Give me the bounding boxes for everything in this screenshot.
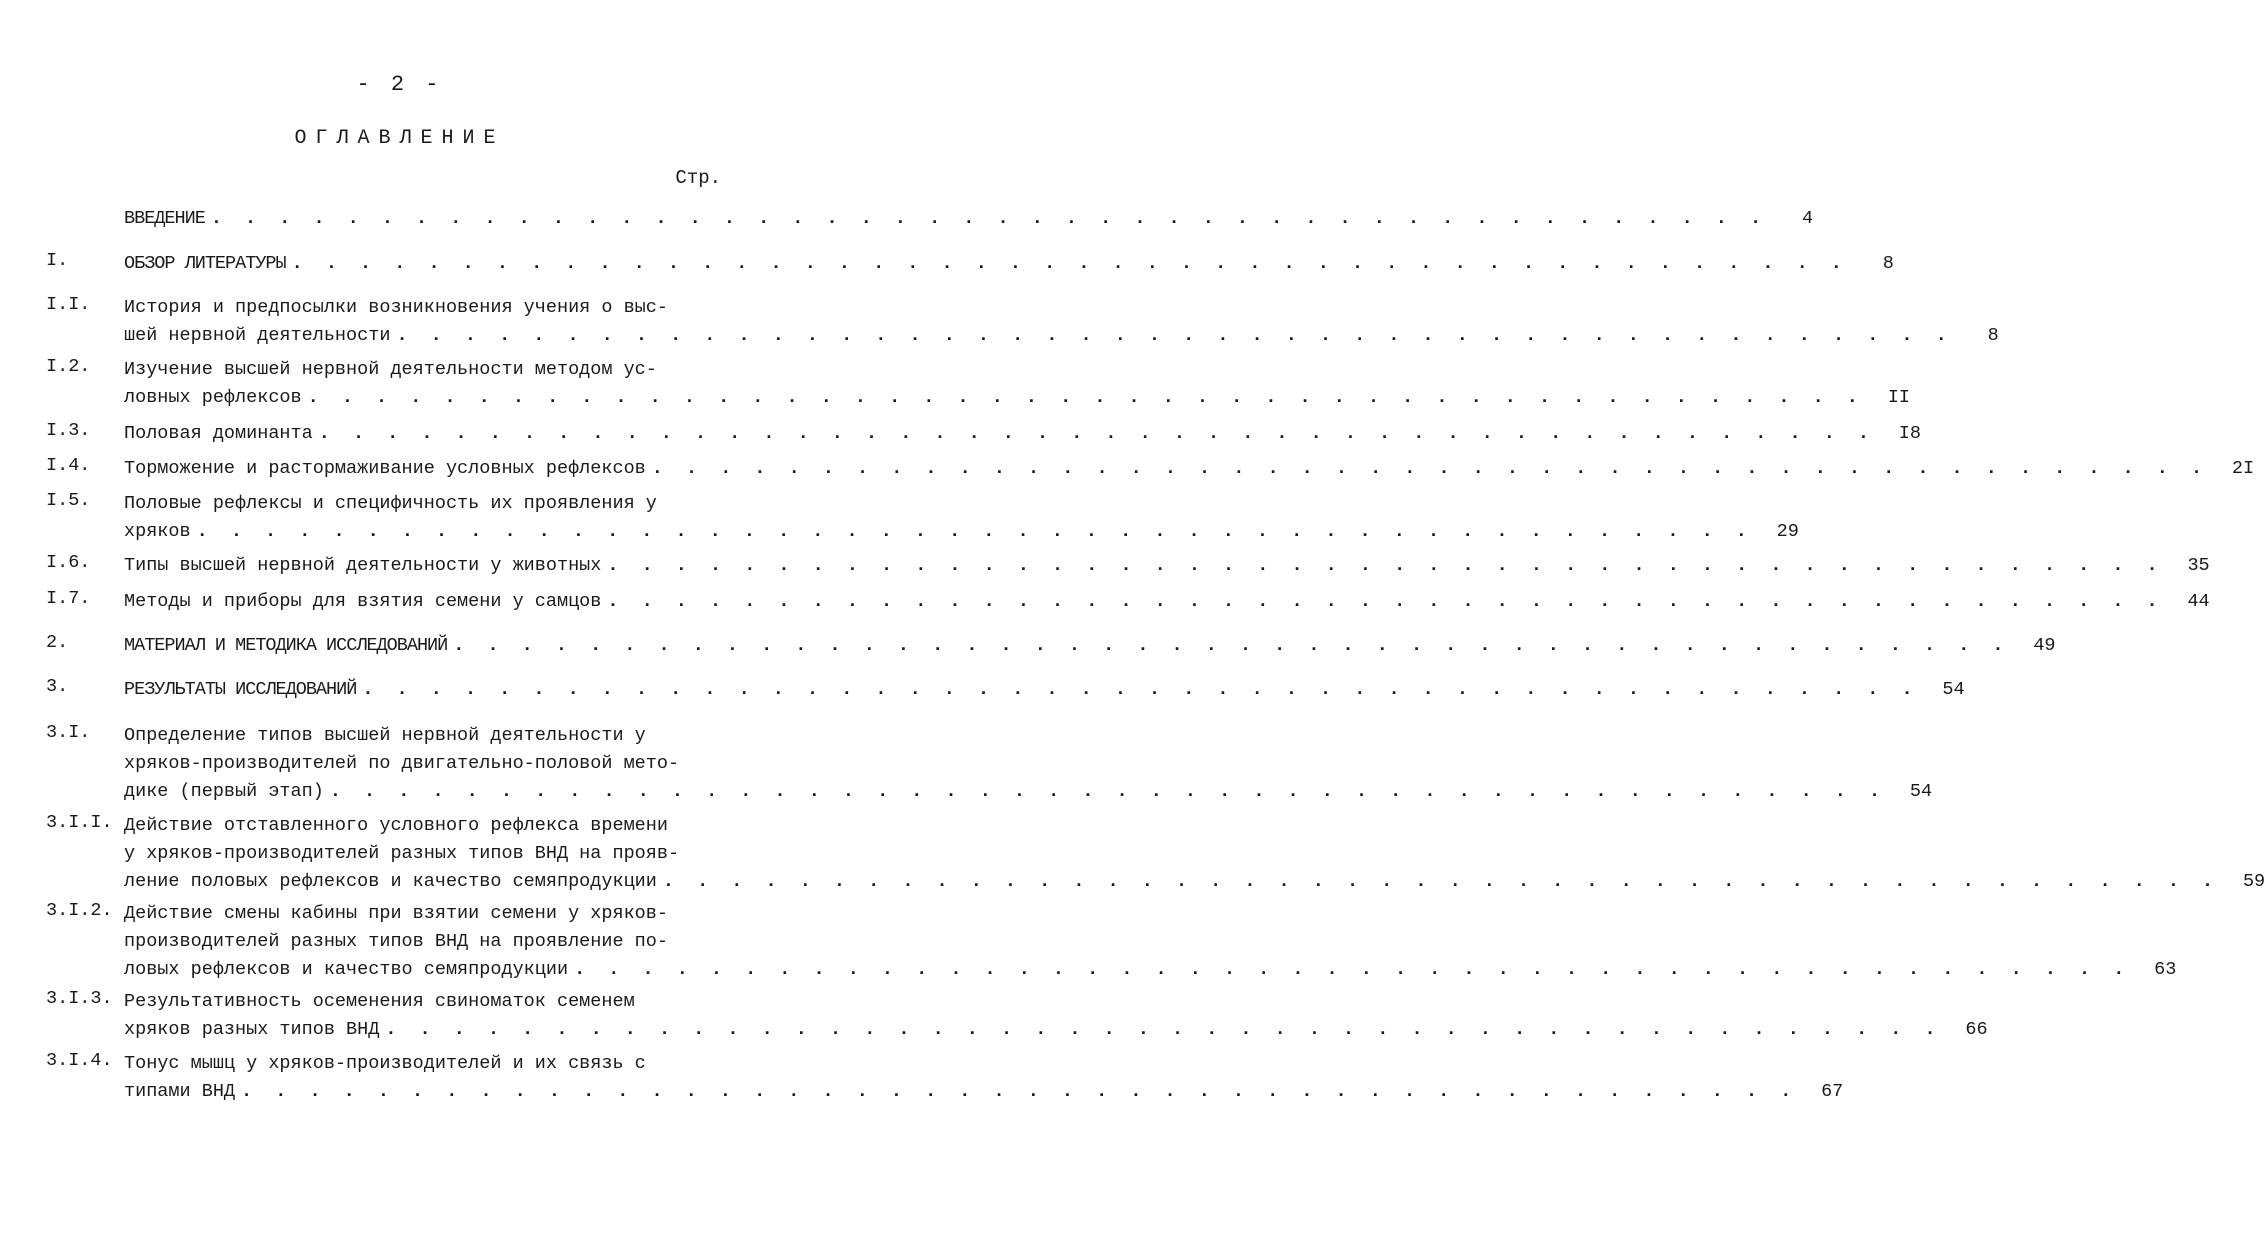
- toc-entry-text: Действие отставленного условного рефлекса времени: [124, 815, 668, 836]
- toc-entry-text: у хряков-производителей разных типов ВНД на прояв-: [124, 843, 680, 864]
- toc-entry-text: Торможение и растормаживание условных рефлексов: [124, 458, 646, 479]
- dot-leader: . . . . . . . . . . . . . . . . . . . . . . . . . . . . . . . . . . . . . . . . . . . . . .: [453, 635, 2010, 656]
- toc-entry-text: Половые рефлексы и специфичность их проявления у: [124, 493, 657, 514]
- toc-entry-text: типами ВНД: [124, 1081, 236, 1102]
- page-column-header: Стр.: [675, 167, 721, 189]
- toc-entry-number: I.I.: [46, 294, 91, 315]
- toc-entry-text: Результативность осеменения свиноматок семенем: [124, 991, 635, 1012]
- toc-entry-page: 4: [1801, 208, 1814, 229]
- toc-entry-text: ловных рефлексов: [124, 387, 302, 408]
- toc-entry-text: РЕЗУЛЬТАТЫ ИССЛЕДОВАНИЙ: [124, 679, 357, 700]
- toc-entry-number: I.: [46, 250, 69, 271]
- dot-leader: . . . . . . . . . . . . . . . . . . . . . . . . . . . . . . . . . . . . . . . . . . . . . .: [241, 1081, 1798, 1102]
- dot-leader: . . . . . . . . . . . . . . . . . . . . . . . . . . . . . . . . . . . . . . . . . . . . . .: [607, 555, 2164, 576]
- dot-leader: . . . . . . . . . . . . . . . . . . . . . . . . . . . . . . . . . . . . . . . . . . . . . .: [385, 1019, 1942, 1040]
- toc-entry-text: хряков-производителей по двигательно-половой мето-: [124, 753, 680, 774]
- dot-leader: . . . . . . . . . . . . . . . . . . . . . . . . . . . . . . . . . . . . . . . . . . . . . .: [574, 959, 2131, 980]
- toc-entry-text: Половая доминанта: [124, 423, 313, 444]
- toc-entry-text: ление половых рефлексов и качество семяпродукции: [124, 871, 657, 892]
- toc-entry-page: 35: [2187, 555, 2210, 576]
- toc-entry-number: 3.I.4.: [46, 1050, 113, 1071]
- toc-entry-text: История и предпосылки возникновения учения о выс-: [124, 297, 668, 318]
- dot-leader: . . . . . . . . . . . . . . . . . . . . . . . . . . . . . . . . . . . . . . . . . . . . . .: [651, 458, 2209, 479]
- toc-entry-text: МАТЕРИАЛ И МЕТОДИКА ИССЛЕДОВАНИЙ: [124, 635, 448, 656]
- toc-entry-text: Методы и приборы для взятия семени у самцов: [124, 591, 602, 612]
- toc-entry-page: 44: [2187, 591, 2210, 612]
- toc-entry-page: 67: [1821, 1081, 1844, 1102]
- toc-entry-text: ОБЗОР ЛИТЕРАТУРЫ: [124, 253, 286, 274]
- dot-leader: . . . . . . . . . . . . . . . . . . . . . . . . . . . . . . . . . . . . . . . . . . . . . .: [210, 208, 1768, 229]
- toc-entry-number: 3.I.: [46, 722, 91, 743]
- dot-leader: . . . . . . . . . . . . . . . . . . . . . . . . . . . . . . . . . . . . . . . . . . . . . .: [396, 325, 1953, 346]
- toc-entry-text: Типы высшей нервной деятельности у животных: [124, 555, 602, 576]
- toc-entry-number: I.6.: [46, 552, 91, 573]
- toc-entry-text: Действие смены кабины при взятии семени у хряков-: [124, 903, 668, 924]
- toc-entry-text: хряков: [124, 521, 191, 542]
- toc-entry-page: 54: [1909, 781, 1933, 802]
- dot-leader: . . . . . . . . . . . . . . . . . . . . . . . . . . . . . . . . . . . . . . . . . . . . . .: [607, 591, 2164, 612]
- toc-entry-page: 8: [1882, 253, 1894, 274]
- dot-leader: . . . . . . . . . . . . . . . . . . . . . . . . . . . . . . . . . . . . . . . . . . . . . .: [196, 521, 1753, 542]
- toc-entry-page: I8: [1898, 423, 1921, 444]
- toc-entry-text: ВВЕДЕНИЕ: [124, 208, 205, 229]
- dot-leader: . . . . . . . . . . . . . . . . . . . . . . . . . . . . . . . . . . . . . . . . . . . . . .: [318, 423, 1875, 444]
- toc-entry-page: 63: [2154, 959, 2177, 980]
- toc-entry-text: шей нервной деятельности: [124, 325, 391, 346]
- toc-title: ОГЛАВЛЕНИЕ: [294, 127, 505, 150]
- toc-entry-page: 54: [1942, 679, 1965, 700]
- toc-entry-number: I.3.: [46, 420, 91, 441]
- toc-entry-number: I.7.: [46, 588, 91, 609]
- toc-entry-text: дике (первый этап): [124, 781, 324, 802]
- toc-entry-number: 3.: [46, 676, 69, 697]
- toc-entry-page: 29: [1776, 521, 1799, 542]
- toc-entry-number: 2.: [46, 632, 69, 653]
- toc-entry-page: 59: [2242, 871, 2265, 892]
- dot-leader: . . . . . . . . . . . . . . . . . . . . . . . . . . . . . . . . . . . . . . . . . . . . . .: [307, 387, 1864, 408]
- dot-leader: . . . . . . . . . . . . . . . . . . . . . . . . . . . . . . . . . . . . . . . . . . . . . .: [662, 871, 2220, 892]
- dot-leader: . . . . . . . . . . . . . . . . . . . . . . . . . . . . . . . . . . . . . . . . . . . . . .: [362, 679, 1919, 700]
- toc-entry-number: I.5.: [46, 490, 91, 511]
- dot-leader: . . . . . . . . . . . . . . . . . . . . . . . . . . . . . . . . . . . . . . . . . . . . . .: [329, 781, 1887, 802]
- toc-entry-number: 3.I.I.: [46, 812, 113, 833]
- toc-entry-number: 3.I.3.: [46, 988, 113, 1009]
- toc-entry-text: производителей разных типов ВНД на проявление по-: [124, 931, 668, 952]
- toc-entry-page: II: [1887, 387, 1910, 408]
- toc-entry-page: 8: [1987, 325, 1999, 346]
- dot-leader: . . . . . . . . . . . . . . . . . . . . . . . . . . . . . . . . . . . . . . . . . . . . . .: [291, 253, 1848, 274]
- toc-entry-page: 2I: [2231, 458, 2255, 479]
- toc-entry-text: хряков разных типов ВНД: [124, 1019, 380, 1040]
- toc-entry-number: 3.I.2.: [46, 900, 113, 921]
- toc-entry-text: Тонус мышц у хряков-производителей и их связь с: [124, 1053, 646, 1074]
- toc-entry-text: Определение типов высшей нервной деятельности у: [124, 725, 646, 746]
- toc-entry-text: Изучение высшей нервной деятельности методом ус-: [124, 359, 657, 380]
- toc-entry-page: 66: [1965, 1019, 1988, 1040]
- toc-entry-number: I.4.: [46, 455, 91, 476]
- page-number: - 2 -: [356, 72, 443, 97]
- toc-entry-text: ловых рефлексов и качество семяпродукции: [124, 959, 569, 980]
- toc-entry-page: 49: [2033, 635, 2056, 656]
- toc-entry-number: I.2.: [46, 356, 91, 377]
